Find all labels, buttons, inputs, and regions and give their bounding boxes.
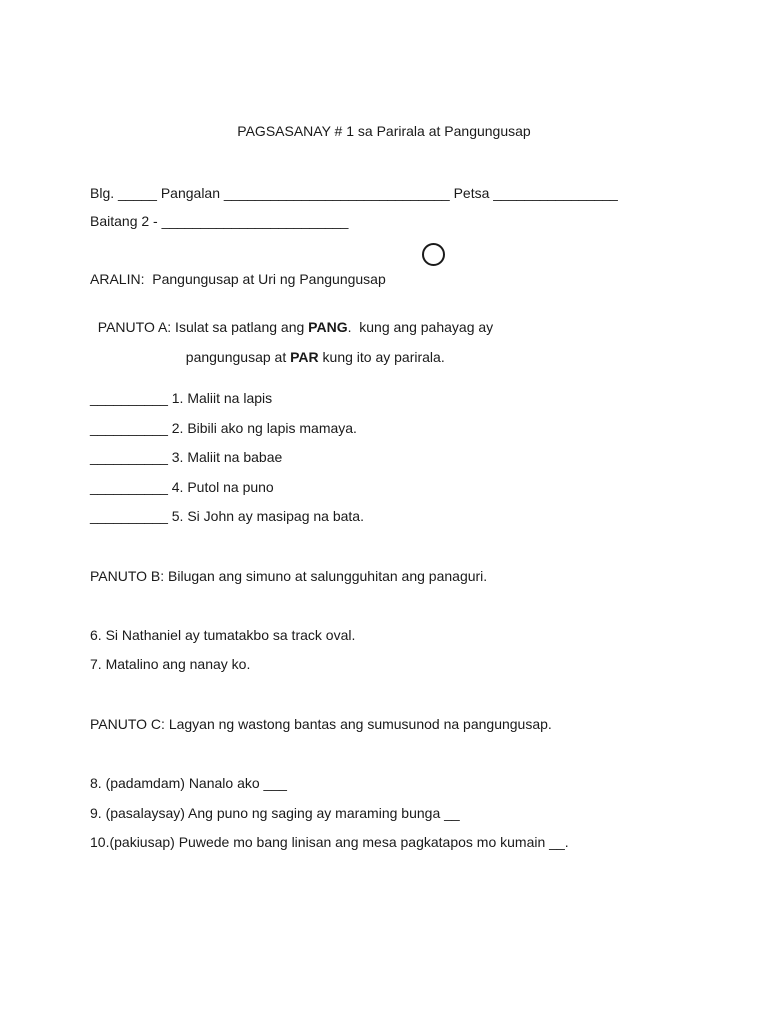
panuto-a-text-2: . kung ang pahayag ay bbox=[347, 319, 494, 335]
circle-icon bbox=[422, 243, 445, 266]
list-item: __________ 2. Bibili ako ng lapis mamaya. bbox=[90, 420, 357, 436]
panuto-a-text-4: kung ito ay parirala. bbox=[318, 349, 445, 365]
panuto-a-bold-pang: PANG bbox=[308, 319, 348, 335]
list-item: 8. (padamdam) Nanalo ako ___ bbox=[90, 775, 287, 791]
list-item: __________ 5. Si John ay masipag na bata. bbox=[90, 508, 364, 524]
panuto-b: PANUTO B: Bilugan ang simuno at salungguhitan ang panaguri. bbox=[90, 568, 488, 584]
panuto-a-line-2 bbox=[178, 330, 445, 366]
name-date-line: Blg. _____ Pangalan _____________________________ Petsa ________________ bbox=[90, 185, 618, 201]
list-item: 9. (pasalaysay) Ang puno ng saging ay maraming bunga __ bbox=[90, 805, 460, 821]
grade-line: Baitang 2 - ________________________ bbox=[90, 213, 349, 229]
list-item: __________ 1. Maliit na lapis bbox=[90, 390, 273, 406]
list-item: 10.(pakiusap) Puwede mo bang linisan ang mesa pagkatapos mo kumain __. bbox=[90, 834, 569, 850]
page-title: PAGSASANAY # 1 sa Parirala at Pangungusap bbox=[237, 123, 531, 139]
list-item: __________ 3. Maliit na babae bbox=[90, 449, 283, 465]
list-item: 7. Matalino ang nanay ko. bbox=[90, 656, 251, 672]
list-item: 6. Si Nathaniel ay tumatakbo sa track oval. bbox=[90, 627, 356, 643]
lesson-heading: ARALIN: Pangungusap at Uri ng Pangungusap bbox=[90, 271, 386, 287]
panuto-a-bold-par: PAR bbox=[290, 349, 319, 365]
panuto-a-text-3: pangungusap at bbox=[185, 349, 291, 365]
panuto-c: PANUTO C: Lagyan ng wastong bantas ang sumusunod na pangungusap. bbox=[90, 716, 552, 732]
list-item: __________ 4. Putol na puno bbox=[90, 479, 274, 495]
panuto-a-text-1: PANUTO A: Isulat sa patlang ang bbox=[97, 319, 309, 335]
